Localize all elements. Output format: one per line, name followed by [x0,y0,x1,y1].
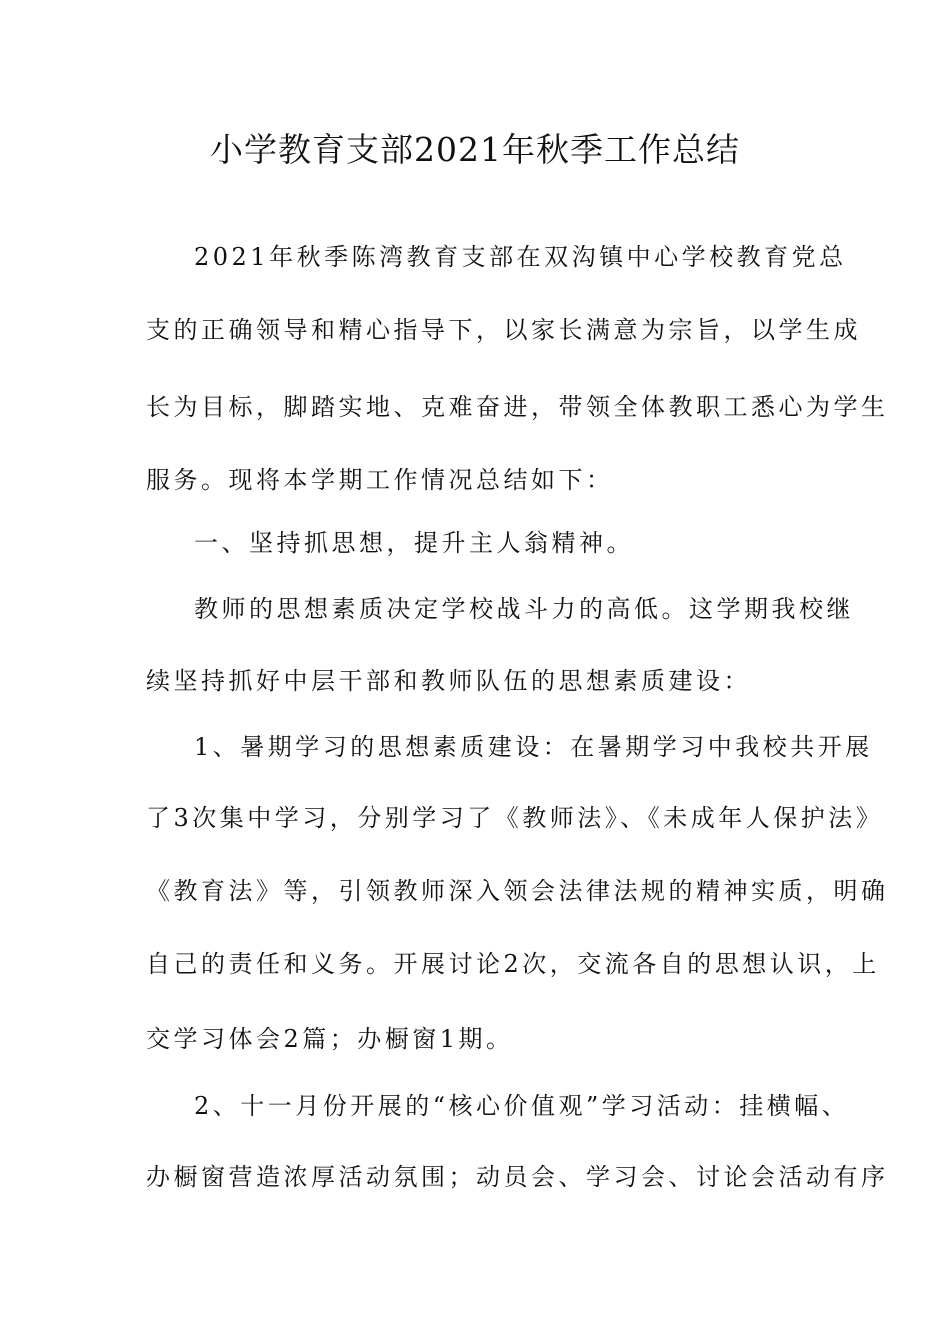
paragraph-line: 自己的责任和义务。开展讨论2次，交流各自的思想认识，上 [146,950,880,978]
paragraph-line: 1、暑期学习的思想素质建设：在暑期学习中我校共开展 [194,733,873,761]
paragraph-line: 教师的思想素质决定学校战斗力的高低。这学期我校继 [194,595,854,623]
paragraph-line: 《教育法》等，引领教师深入领会法律法规的精神实质，明确 [146,877,889,905]
paragraph-line: 办橱窗营造浓厚活动氛围；动员会、学习会、讨论会活动有序 [146,1163,889,1191]
section-heading: 一、坚持抓思想，提升主人翁精神。 [194,529,634,557]
document-title: 小学教育支部2021年秋季工作总结 [210,130,740,169]
paragraph-line: 2021年秋季陈湾教育支部在双沟镇中心学校教育党总 [194,243,847,271]
paragraph-line: 交学习体会2篇；办橱窗1期。 [146,1025,514,1053]
paragraph-line: 支的正确领导和精心指导下，以家长满意为宗旨，以学生成 [146,316,861,344]
paragraph-line: 长为目标，脚踏实地、克难奋进，带领全体教职工悉心为学生 [146,393,889,421]
paragraph-line: 续坚持抓好中层干部和教师队伍的思想素质建设： [146,667,751,695]
paragraph-line: 服务。现将本学期工作情况总结如下： [146,466,614,494]
paragraph-line: 了3次集中学习，分别学习了《教师法》、《未成年人保护法》 [146,804,884,832]
paragraph-line: 2、十一月份开展的“核心价值观”学习活动：挂横幅、 [194,1092,850,1120]
